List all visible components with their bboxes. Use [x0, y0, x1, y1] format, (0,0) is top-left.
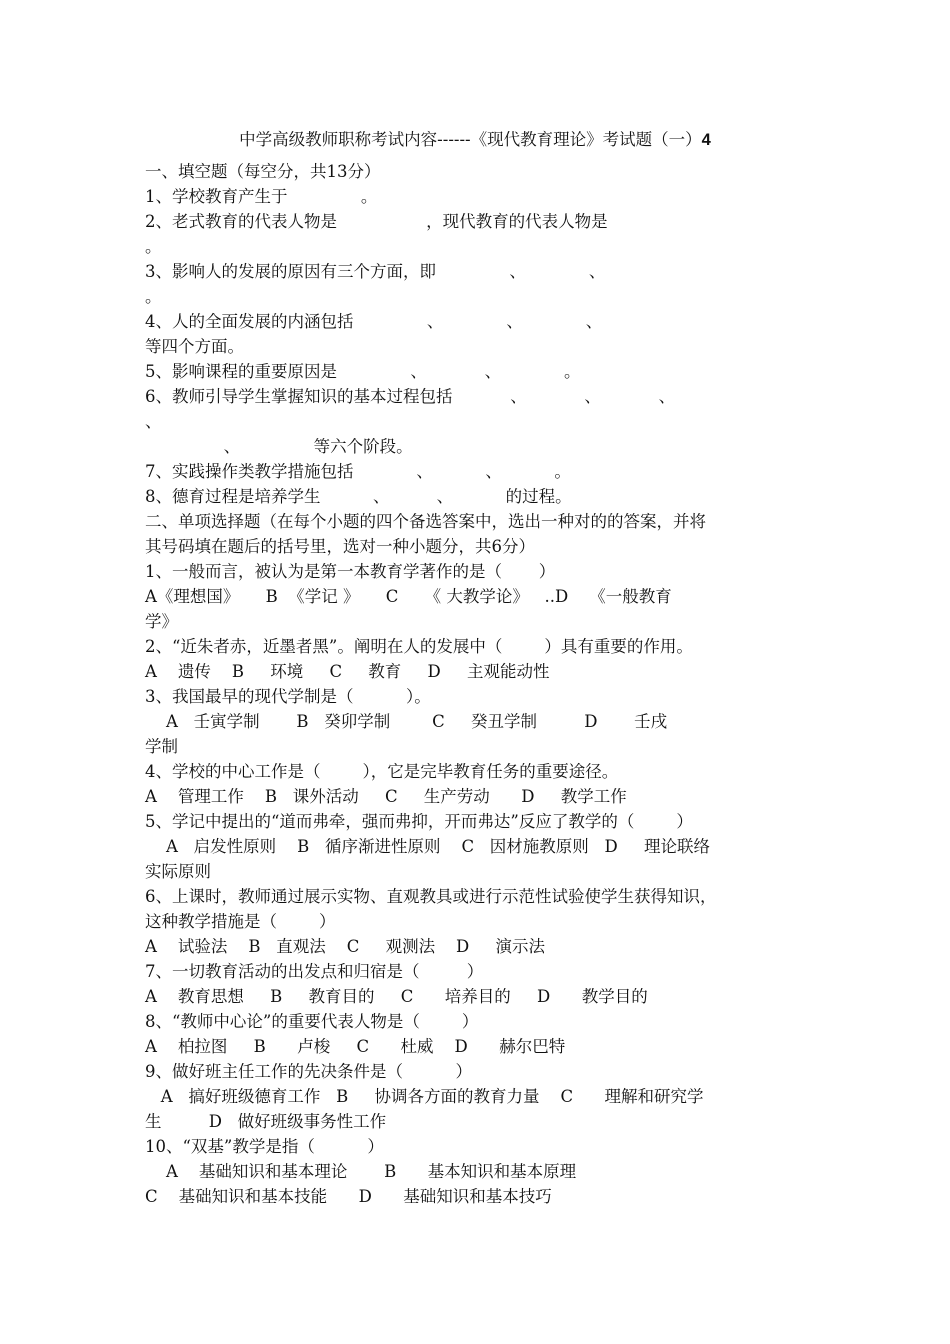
- text-line: A 柏拉图 B 卢梭 C 杜威 D 赫尔巴特: [145, 1037, 566, 1056]
- text-line: 6、教师引导学生掌握知识的基本过程包括 、 、 、: [145, 387, 676, 406]
- text-line: 7、一切教育活动的出发点和归宿是（ ）: [145, 962, 484, 981]
- text-line: C 基础知识和基本技能 D 基础知识和基本技巧: [145, 1187, 552, 1206]
- title-text: 中学高级教师职称考试内容------《现代教育理论》考试题（一）: [239, 130, 702, 149]
- text-line: 1、学校教育产生于 。: [145, 187, 378, 206]
- text-line: A 基础知识和基本理论 B 基本知识和基本原理: [145, 1162, 577, 1181]
- title-suffix: 4: [701, 131, 711, 149]
- text-line: 3、影响人的发展的原因有三个方面，即 、 、: [145, 262, 606, 281]
- text-line: 8、德育过程是培养学生 、 、 的过程。: [145, 487, 572, 506]
- text-line: 8、“教师中心论”的重要代表人物是（ ）: [145, 1012, 479, 1031]
- text-line: 学》: [145, 612, 178, 631]
- text-line: 4、学校的中心工作是（ ），它是完毕教育任务的重要途径。: [145, 762, 619, 781]
- text-line: 5、学记中提出的“道而弗牵，强而弗抑，开而弗达”反应了教学的（ ）: [145, 812, 693, 831]
- text-line: 9、做好班主任工作的先决条件是（ ）: [145, 1062, 472, 1081]
- text-line: 实际原则: [145, 862, 211, 881]
- text-line: 3、我国最早的现代学制是（ ）。: [145, 687, 431, 706]
- text-line: 5、影响课程的重要原因是 、 、 。: [145, 362, 581, 381]
- text-line: A 管理工作 B 课外活动 C 生产劳动 D 教学工作: [145, 787, 627, 806]
- text-line: 等四个方面。: [145, 337, 244, 356]
- text-line: A 教育思想 B 教育目的 C 培养目的 D 教学目的: [145, 987, 648, 1006]
- text-line: 4、人的全面发展的内涵包括 、 、 、: [145, 312, 603, 331]
- text-line: 。: [145, 287, 162, 306]
- text-line: 10、“双基”教学是指（ ）: [145, 1137, 384, 1156]
- text-line: 2、老式教育的代表人物是 ，现代教育的代表人物是: [145, 212, 608, 231]
- text-line: 。: [145, 237, 162, 256]
- text-line: 7、实践操作类教学措施包括 、 、 。: [145, 462, 571, 481]
- text-line: A 壬寅学制 B 癸卯学制 C 癸丑学制 D 壬戌: [145, 712, 668, 731]
- text-line: 1、一般而言，被认为是第一本教育学著作的是（ ）: [145, 562, 556, 581]
- text-line: A 试验法 B 直观法 C 观测法 D 演示法: [145, 937, 545, 956]
- text-line: 一、填空题（每空分，共13分）: [145, 162, 381, 181]
- text-line: 生 D 做好班级事务性工作: [145, 1112, 387, 1131]
- text-line: A 搞好班级德育工作 B 协调各方面的教育力量 C 理解和研究学: [145, 1087, 704, 1106]
- text-line: A 遗传 B 环境 C 教育 D 主观能动性: [145, 662, 550, 681]
- text-line: 二、单项选择题（在每个小题的四个备选答案中，选出一种对的的答案，并将: [145, 512, 706, 531]
- text-line: 、 等六个阶段。: [145, 437, 413, 456]
- document-title: [0, 126, 950, 150]
- text-line: A《理想国》 B 《学记 》 C 《 大教学论》 ..D 《一般教育: [145, 587, 672, 606]
- text-line: 学制: [145, 737, 178, 756]
- text-line: A 启发性原则 B 循序渐进性原则 C 因材施教原则 D 理论联络: [145, 837, 710, 856]
- text-line: 6、上课时，教师通过展示实物、直观教具或进行示范性试验使学生获得知识，: [145, 887, 717, 906]
- text-line: 其号码填在题后的括号里，选对一种小题分，共6分）: [145, 537, 535, 556]
- text-line: 这种教学措施是（ ）: [145, 912, 336, 931]
- text-line: 2、“近朱者赤，近墨者黑”。阐明在人的发展中（ ）具有重要的作用。: [145, 637, 693, 656]
- text-line: 、: [145, 412, 162, 431]
